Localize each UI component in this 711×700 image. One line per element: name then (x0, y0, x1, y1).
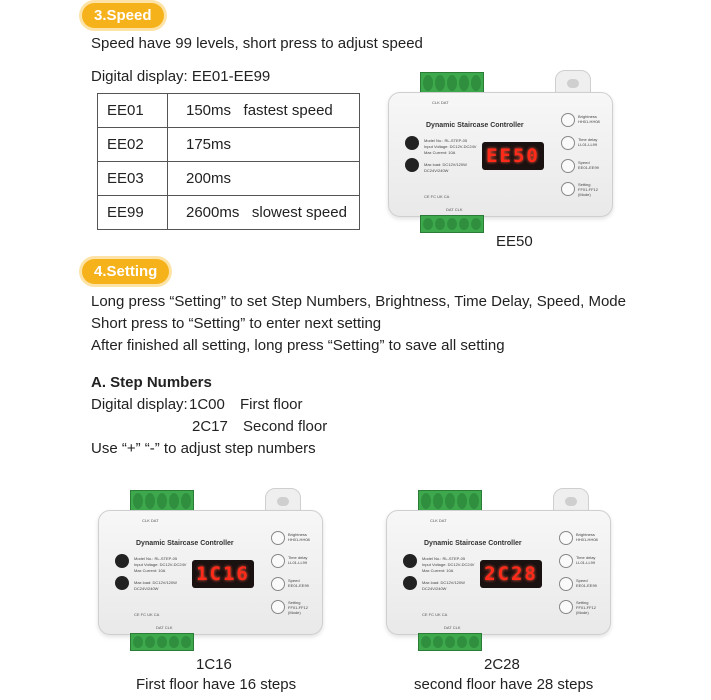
speed-value: 150ms fastest speed (168, 94, 360, 128)
device-caption-code: 2C28 (484, 656, 520, 673)
led-display: 2C28 (480, 560, 542, 588)
bottom-terminal-block (418, 633, 482, 651)
speed-value: 200ms (168, 162, 360, 196)
setting-label: Setting FF01-FF12 (Mode) (288, 600, 309, 615)
step-adjust-hint: Use “+” “-” to adjust step numbers (91, 440, 316, 457)
knob-icon (405, 136, 419, 150)
knob-icon (115, 554, 129, 568)
setting-label: Setting FF01-FF12 (Mode) (576, 600, 597, 615)
device-caption-desc: First floor have 16 steps (136, 676, 297, 693)
step-desc-2: Second floor (243, 418, 328, 435)
led-display: EE50 (482, 142, 544, 170)
speed-label: Speed EE01-EE99 (578, 160, 599, 170)
time-delay-label: Time delay LL01-LL99 (288, 555, 308, 565)
speed-value: 2600ms slowest speed (168, 196, 360, 230)
setting-line-1: Long press “Setting” to set Step Numbers, Brightness, Time Delay, Speed, Mode (91, 293, 626, 310)
device-title: Dynamic Staircase Controller (424, 540, 522, 547)
device-specs: Model No.: RL-STEP-05 Input Voltage: DC12V-DC24V Max Current: 10A (422, 556, 475, 573)
certification-marks: CE FC UK CA (424, 194, 450, 199)
brightness-button[interactable] (271, 531, 285, 545)
controller-device-ee50 (388, 70, 613, 235)
device-load-spec: Max load: DC12V/120W DC24V/240W (424, 162, 467, 173)
setting-button[interactable] (561, 182, 575, 196)
device-caption-desc: second floor have 28 steps (414, 676, 594, 693)
speed-value: 175ms (168, 128, 360, 162)
device-caption-code: 1C16 (196, 656, 232, 673)
brightness-label: Brightness HH01-HH08 (578, 114, 600, 124)
speed-code: EE02 (98, 128, 168, 162)
device-title: Dynamic Staircase Controller (136, 540, 234, 547)
device-load-spec: Max load: DC12V/120W DC24V/240W (422, 580, 465, 591)
bottom-terminal-block (130, 633, 194, 651)
speed-table (97, 93, 360, 230)
device-load-spec: Max load: DC12V/120W DC24V/240W (134, 580, 177, 591)
setting-line-3: After finished all setting, long press “Setting” to save all setting (91, 337, 505, 354)
step-desc-1: First floor (240, 396, 303, 413)
speed-code: EE03 (98, 162, 168, 196)
time-delay-button[interactable] (271, 554, 285, 568)
speed-label: Speed EE01-EE99 (288, 578, 309, 588)
speed-display-range: Digital display: EE01-EE99 (91, 68, 271, 85)
bottom-terminal-block (420, 215, 484, 233)
speed-code: EE99 (98, 196, 168, 230)
speed-button[interactable] (271, 577, 285, 591)
time-delay-label: Time delay LL01-LL99 (576, 555, 596, 565)
table-row (98, 94, 360, 128)
top-terminal-block (420, 72, 484, 94)
device-specs: Model No.: RL-STEP-05 Input Voltage: DC12V-DC24V Max Current: 10A (134, 556, 187, 573)
speed-code: EE01 (98, 94, 168, 128)
time-delay-label: Time delay LL01-LL99 (578, 137, 598, 147)
top-terminal-block (130, 490, 194, 512)
setting-button[interactable] (271, 600, 285, 614)
bottom-terminal-labels: DAT CLK (156, 625, 173, 630)
speed-label: Speed EE01-EE99 (576, 578, 597, 588)
speed-description: Speed have 99 levels, short press to adjust speed (91, 35, 423, 52)
step-numbers-heading: A. Step Numbers (91, 374, 212, 391)
bottom-terminal-labels: DAT CLK (444, 625, 461, 630)
table-row (98, 128, 360, 162)
device-caption: EE50 (496, 233, 533, 250)
table-row (98, 196, 360, 230)
step-code-2: 2C17 (192, 418, 228, 435)
top-terminal-labels: CLK DAT (430, 518, 447, 523)
brightness-label: Brightness HH01-HH08 (576, 532, 598, 542)
knob-icon (405, 158, 419, 172)
speed-button[interactable] (561, 159, 575, 173)
top-terminal-labels: CLK DAT (432, 100, 449, 105)
led-display: 1C16 (192, 560, 254, 588)
top-terminal-block (418, 490, 482, 512)
device-title: Dynamic Staircase Controller (426, 122, 524, 129)
section-setting-pill: 4.Setting (82, 259, 169, 284)
controller-device-1c16 (98, 488, 323, 653)
step-code-1: 1C00 (189, 396, 225, 413)
device-specs: Model No.: RL-STEP-05 Input Voltage: DC12V-DC24V Max Current: 10A (424, 138, 477, 155)
knob-icon (403, 576, 417, 590)
brightness-button[interactable] (561, 113, 575, 127)
top-terminal-labels: CLK DAT (142, 518, 159, 523)
brightness-button[interactable] (559, 531, 573, 545)
setting-button[interactable] (559, 600, 573, 614)
time-delay-button[interactable] (559, 554, 573, 568)
time-delay-button[interactable] (561, 136, 575, 150)
step-display-label: Digital display: (91, 396, 188, 413)
speed-button[interactable] (559, 577, 573, 591)
table-row (98, 162, 360, 196)
knob-icon (403, 554, 417, 568)
knob-icon (115, 576, 129, 590)
setting-line-2: Short press to “Setting” to enter next setting (91, 315, 382, 332)
setting-label: Setting FF01-FF12 (Mode) (578, 182, 599, 197)
certification-marks: CE FC UK CA (422, 612, 448, 617)
brightness-label: Brightness HH01-HH08 (288, 532, 310, 542)
controller-device-2c28 (386, 488, 611, 653)
certification-marks: CE FC UK CA (134, 612, 160, 617)
section-speed-pill: 3.Speed (82, 3, 164, 28)
bottom-terminal-labels: DAT CLK (446, 207, 463, 212)
